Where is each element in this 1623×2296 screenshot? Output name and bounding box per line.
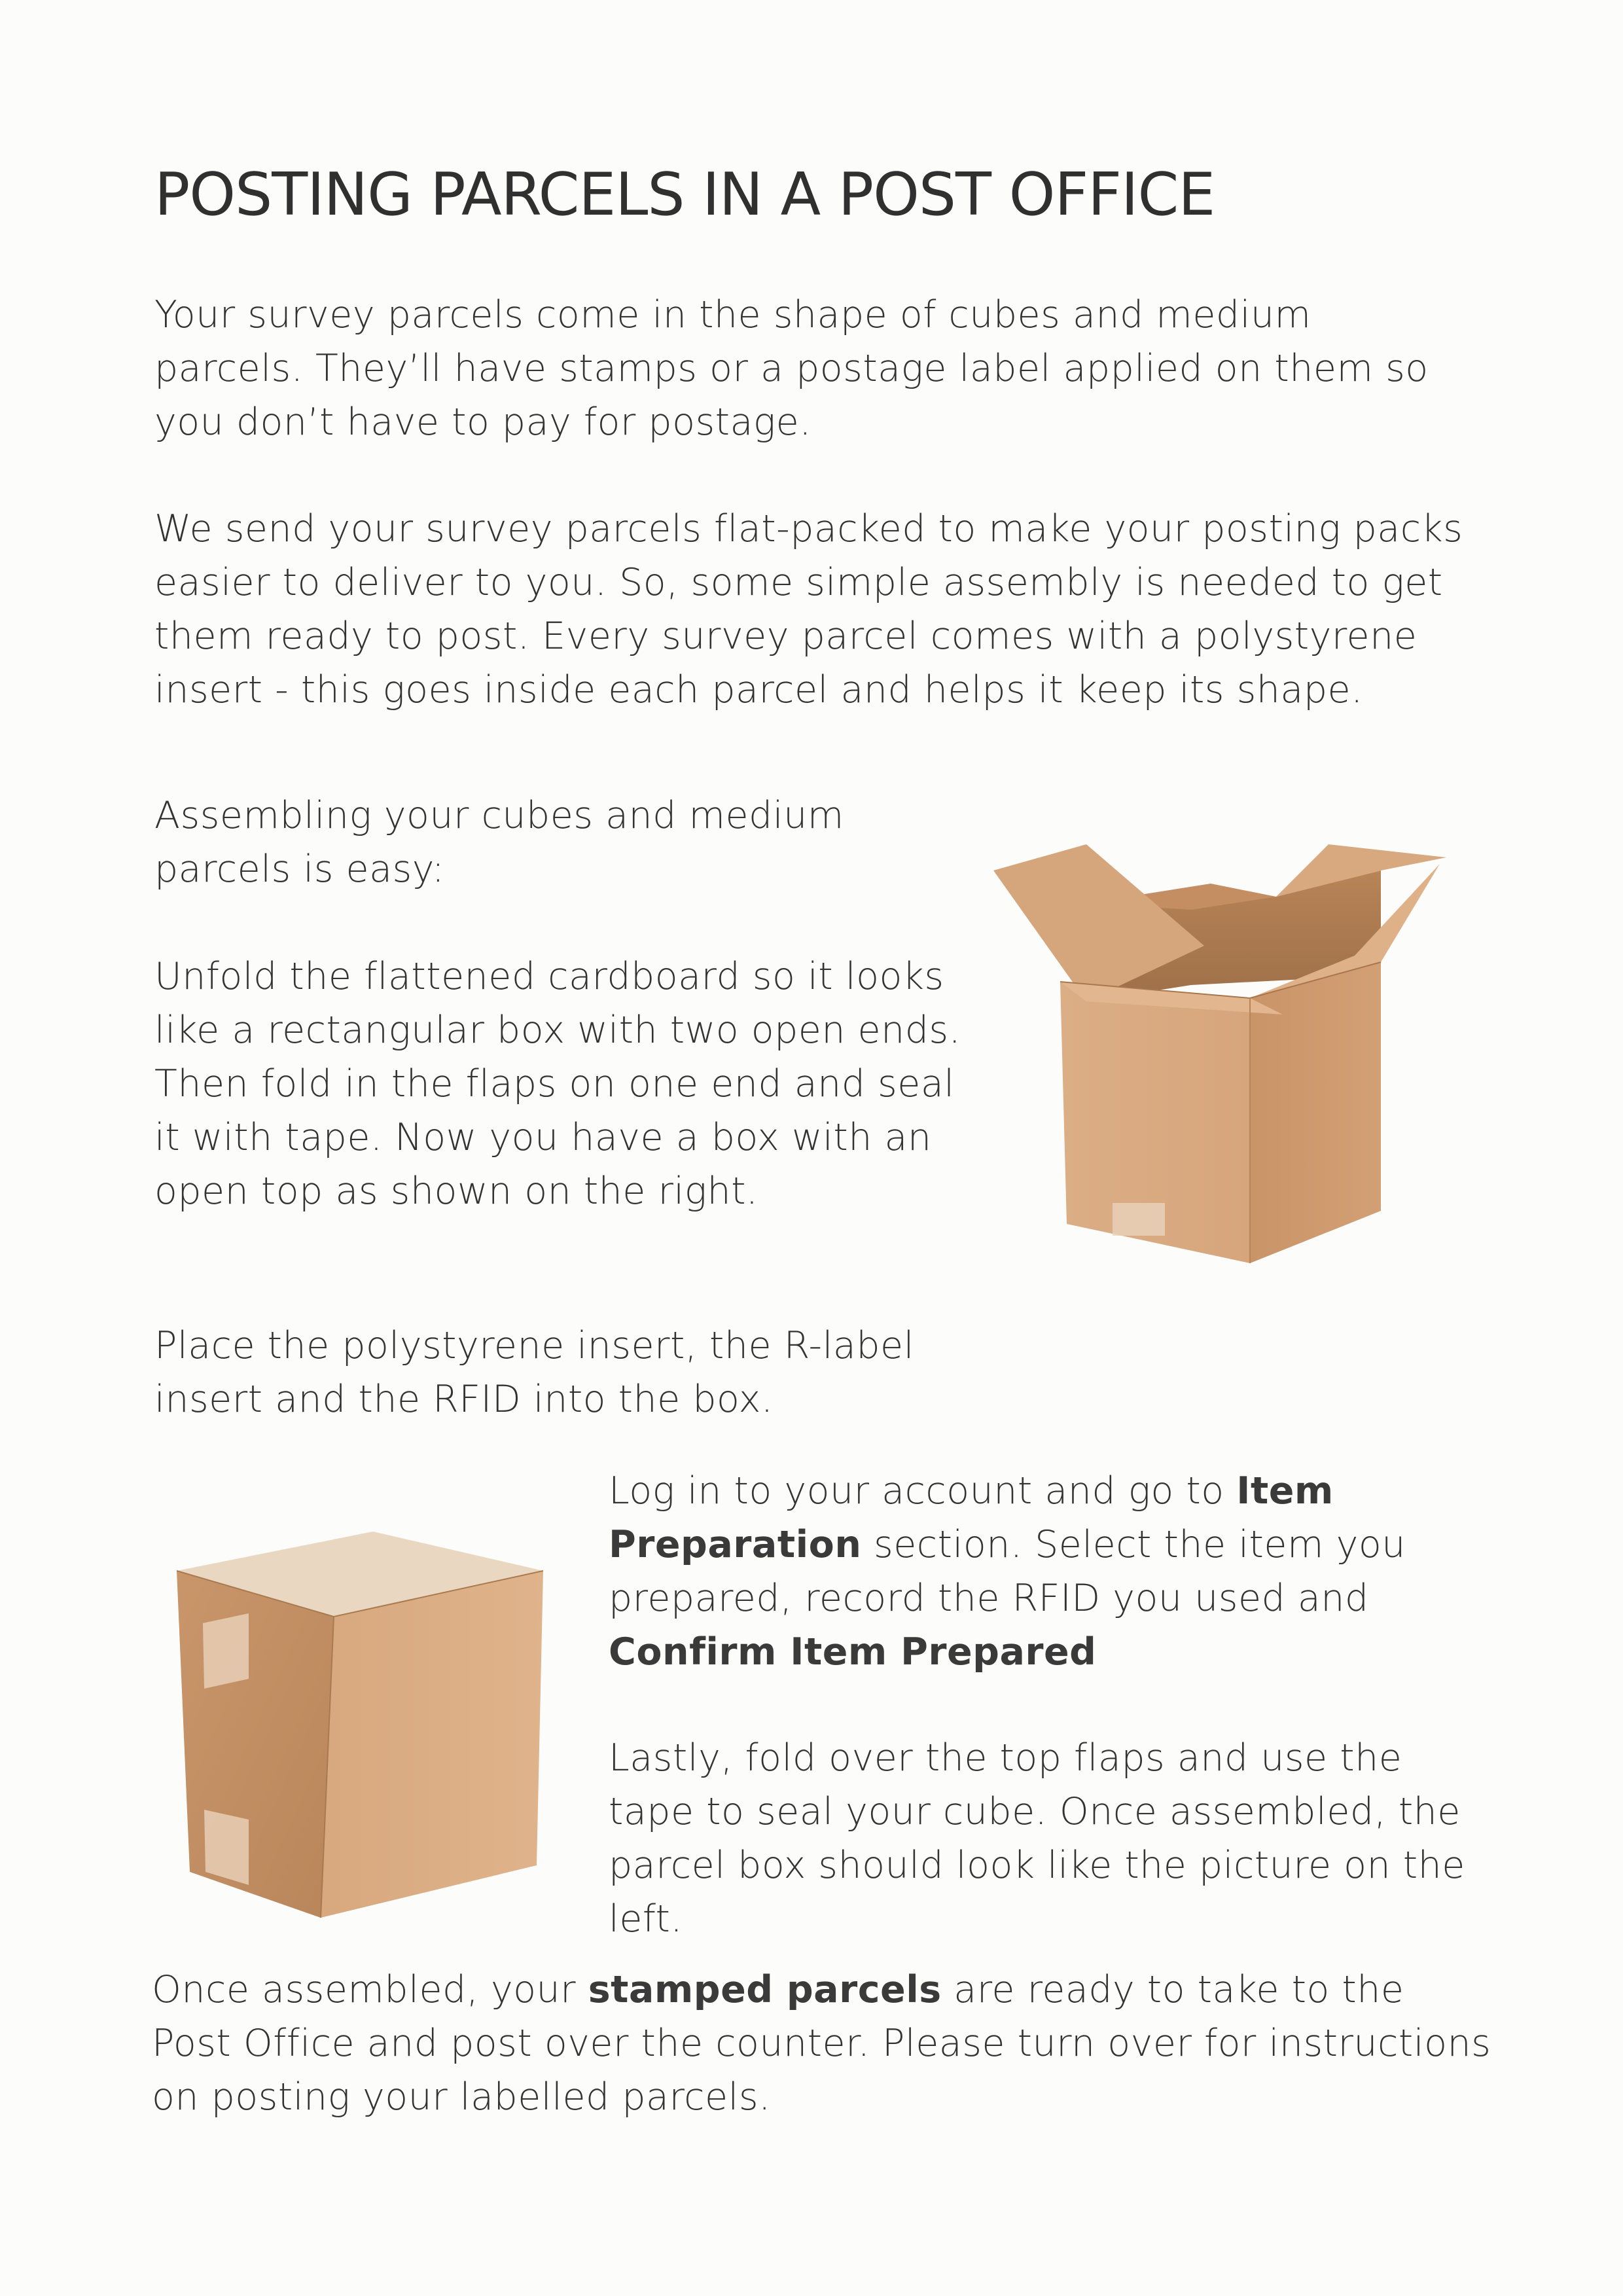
- closing-text-2: are ready to take to the Post Office and post over the counter. Please turn over for instructions on posting your labelled parcels.: [152, 1968, 1491, 2119]
- intro-paragraph: Your survey parcels come in the shape of cubes and medium parcels. They’ll have stamps or a postage label applied on them so you don’t have to pay for postage.: [154, 293, 1429, 444]
- login-text-2: section. Select the item you prepared, record the RFID you used and: [609, 1523, 1406, 1620]
- page-title: POSTING PARCELS IN A POST OFFICE: [154, 160, 1215, 229]
- closing-text-1: Once assembled, your: [152, 1968, 588, 2011]
- lastly-paragraph: Lastly, fold over the top flaps and use the tape to seal your cube. Once assembled, the parcel box should look like the picture on the left.: [609, 1736, 1465, 1941]
- item-preparation-emphasis: Item Preparation: [609, 1469, 1334, 1566]
- place-insert-paragraph: Place the polystyrene insert, the R-label insert and the RFID into the box.: [154, 1324, 914, 1421]
- confirm-item-prepared-emphasis: Confirm Item Prepared: [609, 1630, 1097, 1674]
- closed-box-image: [177, 1532, 543, 1918]
- unfold-paragraph: Unfold the flattened cardboard so it looks like a rectangular box with two open ends. Then fold in the flaps on one end and seal it with tape. Now you have a box with an open top as shown on the right.: [154, 955, 961, 1213]
- closing-paragraph: [152, 1963, 1493, 2124]
- login-text-1: Log in to your account and go to: [609, 1469, 1237, 1513]
- flatpack-paragraph: We send your survey parcels flat-packed to make your posting packs easier to deliver to you. So, some simple assembly is needed to get them ready to post. Every survey parcel comes with a polystyrene insert - this goes inside each parcel and helps it keep its shape.: [154, 507, 1463, 711]
- assembling-paragraph: Assembling your cubes and medium parcels is easy:: [154, 794, 844, 891]
- open-box-image: [988, 844, 1453, 1270]
- login-paragraph: [609, 1464, 1472, 1679]
- stamped-parcels-emphasis: stamped parcels: [588, 1968, 942, 2011]
